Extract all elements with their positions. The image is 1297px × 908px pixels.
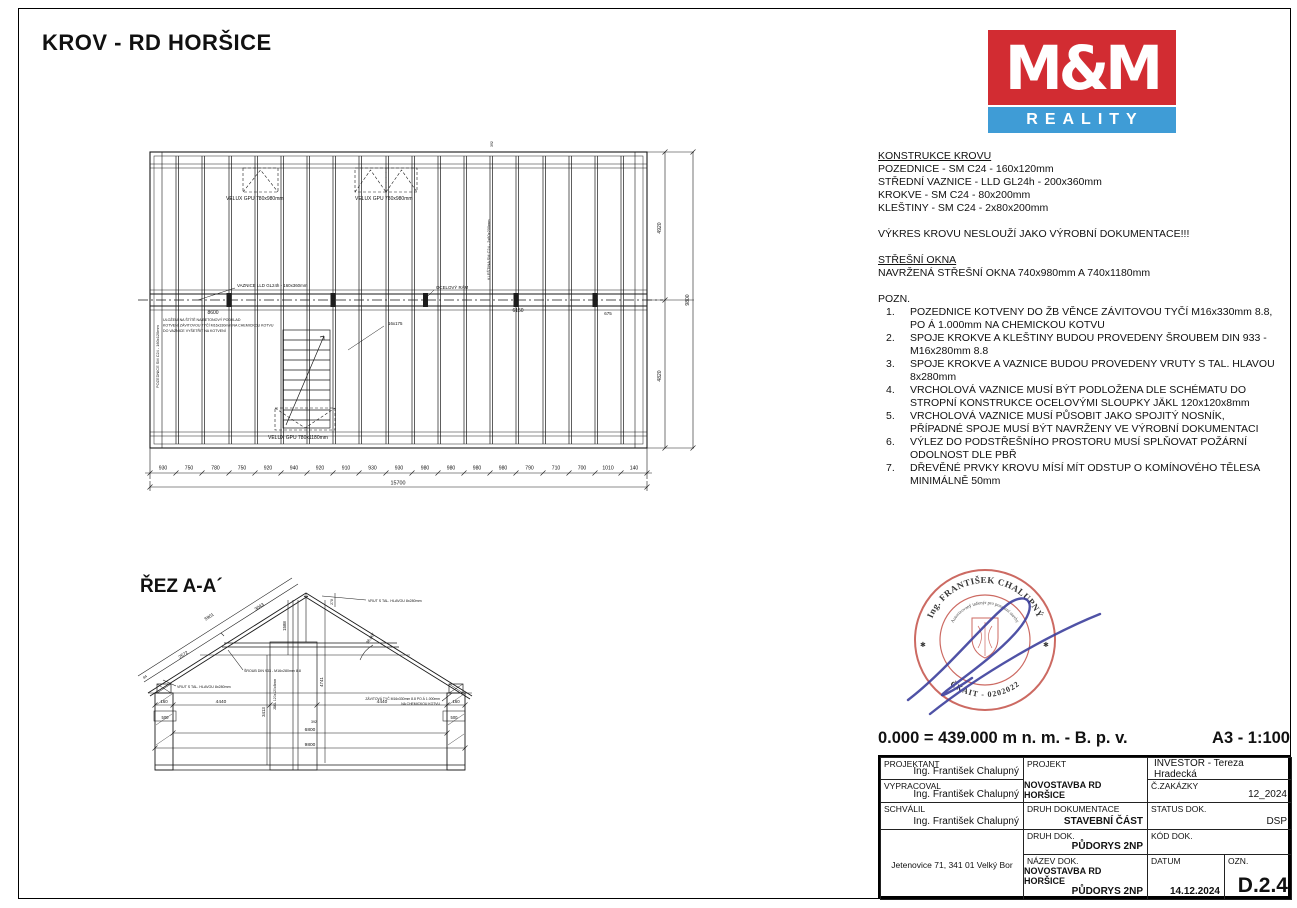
dim-label: 140 (629, 465, 639, 472)
drawing-number: D.2.4 (1237, 874, 1288, 897)
drawing-title: KROV - RD HORŠICE (42, 30, 272, 55)
stamp-bottom-arc: ČKAIT - 0202022 (948, 679, 1022, 700)
authorization-stamp (890, 552, 1120, 730)
dim-label: 790 (525, 465, 534, 472)
dim-label: 4440 (215, 700, 227, 705)
stamp-inner-arc: Autorizovaný inženýr pro pozemní stavby (949, 599, 1021, 624)
pozn-item: DŘEVĚNÉ PRVKY KROVU MÍSÍ MÍT ODSTUP O KOMÍNOVÉHO TĚLESA MINIMÁLNĚ 50mm (910, 462, 1260, 487)
pozn-item: VRCHOLOVÁ VAZNICE MUSÍ BÝT PODLOŽENA DLE SCHÉMATU DO STROPNÍ KONSTRUKCE OCELOVÝMI SLOUPKY JÄKL 120x120x8mm (910, 384, 1250, 409)
pozn-item: SPOJE KROKVE A KLEŠTINY BUDOU PROVEDENY ŠROUBEM DIN 933 - M16x280mm 8.8 (910, 332, 1267, 357)
dim-label: 920 (315, 465, 325, 472)
projekt-cell: PROJEKT NOVOSTAVBA RD HORŠICE (1023, 757, 1148, 803)
projektant-cell: PROJEKTANT Ing. František Chalupný (880, 757, 1024, 780)
svg-text:Ing. FRANTIŠEK CHALUPNÝ (925, 575, 1045, 619)
stamp-star-right: ✱ (1043, 642, 1049, 649)
dim-label: 4440 (376, 700, 388, 705)
druh-dok-cell: DRUH DOK. PŮDORYS 2NP (1023, 829, 1148, 855)
konstrukce-line: KLEŠTINY - SM C24 - 2x80x200mm (878, 202, 1049, 214)
dim-label: 930 (368, 465, 377, 472)
dim-label: 9800 (685, 294, 691, 306)
konstrukce-line: STŘEDNÍ VAZNICE - LLD GL24h - 200x360mm (878, 176, 1102, 188)
dim-label: 780 (211, 465, 220, 472)
pozn-item: VÝLEZ DO PODSTŘEŠNÍHO PROSTORU MUSÍ SPLŇOVAT POŽÁRNÍ ODOLNOST DLE PBŘ (910, 436, 1248, 461)
konstrukce-line: KROKVE - SM C24 - 80x200mm (878, 189, 1031, 201)
pozn-list (878, 306, 1278, 488)
pozn-item: VRCHOLOVÁ VAZNICE MUSÍ PŮSOBIT JAKO SPOJITÝ NOSNÍK, PŘÍPADNÉ SPOJE MUSÍ BÝT NAVRŽENY VE VÝROBNÍ DOKUMENTACI (910, 410, 1259, 435)
section-view (130, 560, 490, 778)
annotation: NA CHEMICKOU KOTVU (401, 702, 440, 706)
annotation: ZÁVITOVÁ TYČ M16x330mm 8.8 PO Á 1.000mm (365, 697, 440, 701)
annotation: ŠROUB DIN 933 - M16x280mm 8.8 (244, 669, 301, 673)
kod-dok-cell: KÓD DOK. (1147, 829, 1292, 855)
vaznice-label: VAZNICE LLD GL24h - 160x360mm (237, 283, 308, 288)
schvalil-cell: SCHVÁLIL Ing. František Chalupný (880, 802, 1024, 830)
logo-mm-text: M&M (1004, 31, 1159, 104)
dim-label: 278 (330, 599, 334, 605)
plan-fine-print: KOTVENÍ ZÁVITOVOU TYČÍ M16x330mm NA CHEMICKOU KOTVU (163, 323, 274, 328)
dim-label: 84 (142, 674, 148, 680)
dim-label: 930 (158, 465, 168, 472)
annotation: JÄKL 120x120x8mm (273, 678, 277, 710)
dim-label: 675 (604, 311, 612, 316)
annotation: VRUT S TAL. HLAVOU 8x280mm (177, 685, 231, 689)
dim-label: 910 (341, 465, 351, 472)
dim-label: 700 (577, 465, 587, 472)
velux-label: VELUX GPU 780x980mm (226, 196, 284, 202)
status-dok-cell: STATUS DOK. DSP (1147, 802, 1292, 830)
nazev-dok-cell: NÁZEV DOK. NOVOSTAVBA RD HORŠICE PŮDORYS 2NP (1023, 854, 1148, 900)
dim-label: 500 (161, 715, 169, 720)
ozn-cell: OZN. D.2.4 (1224, 854, 1292, 900)
dim-label: 750 (237, 465, 247, 472)
dim-label: 2572 (177, 649, 189, 660)
dim-label: 940 (289, 465, 299, 472)
stairs (283, 330, 330, 428)
okna-heading: STŘEŠNÍ OKNA (878, 254, 957, 266)
roof-notes (878, 150, 1278, 488)
dim-label: 5901 (203, 611, 215, 622)
pozn-item: POZEDNICE KOTVENY DO ŽB VĚNCE ZÁVITOVOU TYČÍ M16x330mm 8.8, PO Á 1.000mm NA CHEMICKOU KOTVU (910, 306, 1273, 331)
konstrukce-line: POZEDNICE - SM C24 - 160x120mm (878, 163, 1054, 175)
okna-line: NAVRŽENÁ STŘEŠNÍ OKNA 740x980mm A 740x1180mm (878, 267, 1151, 279)
logo-red-box (988, 30, 1176, 105)
dim-label: 1588 (282, 621, 287, 631)
dim-label: 9800 (304, 743, 316, 748)
signature (908, 598, 1100, 714)
vypracoval-cell: VYPRACOVAL Ing. František Chalupný (880, 779, 1024, 803)
annotation: VRUT S TAL. HLAVOU 8x280mm (368, 599, 422, 603)
dim-label: 3043 (253, 601, 265, 612)
angle-label: 36,00° (364, 631, 376, 645)
company-address-cell: Jetenovice 71, 341 01 Velký Bor (880, 829, 1024, 900)
dim-label: 8600 (207, 310, 219, 316)
warning-line: VÝKRES KROVU NESLOUŽÍ JAKO VÝROBNÍ DOKUMENTACE!!! (878, 228, 1190, 240)
logo-reality-text: REALITY (1026, 111, 1144, 128)
klestina-label: KLEŠTINA SM C24 - 2x80x200mm (486, 219, 491, 280)
dim-label: 4820 (657, 370, 663, 382)
dim-label: 980 (420, 465, 430, 472)
dim-label: 710 (551, 465, 561, 472)
mm-reality-logo (988, 30, 1176, 133)
stamp-name-arc: Ing. FRANTIŠEK CHALUPNÝ (924, 574, 1046, 620)
datum-cell: DATUM 14.12.2024 (1147, 854, 1225, 900)
dim-label: 6800 (304, 728, 316, 733)
floor-plan (118, 130, 738, 510)
title-block (878, 755, 1290, 898)
dim-label: 392 (311, 720, 317, 724)
velux-label: VELUX GPU 780x980mm (355, 196, 413, 202)
druh-dokumentace-cell: DRUH DOKUMENTACE STAVEBNÍ ČÁST (1023, 802, 1148, 830)
elevation-scale-line (878, 729, 1290, 748)
sheet-scale: A3 - 1:100 (1212, 729, 1290, 747)
stamp-star-left: ✱ (920, 642, 926, 649)
dim-label: 500 (450, 715, 458, 720)
dim-label: 980 (446, 465, 456, 472)
dim-label: 4741 (319, 677, 324, 687)
dim-label: 160 (452, 699, 460, 704)
dim-label: 1010 (602, 465, 614, 472)
dim-label: 980 (472, 465, 482, 472)
elevation-datum: 0.000 = 439.000 m n. m. - B. p. v. (878, 729, 1128, 747)
dim-label: 4920 (657, 222, 663, 234)
dim-label: 392 (490, 141, 494, 147)
stair-label: 16x175 (388, 321, 403, 326)
dim-label: 920 (263, 465, 273, 472)
section-title: ŘEZ A-A´ (140, 576, 223, 597)
plan-fine-print: DO VAZNICE VYŠETŘIT NA KOTVENÍ (163, 329, 226, 333)
konstrukce-heading: KONSTRUKCE KROVU (878, 150, 992, 162)
dim-label: 6150 (512, 308, 524, 314)
dim-label: 930 (394, 465, 404, 472)
logo-blue-box (988, 107, 1176, 133)
velux-label: VELUX GPU 780x1180mm (268, 435, 328, 441)
dim-label: 750 (184, 465, 194, 472)
pozn-item: SPOJE KROKVE A VAZNICE BUDOU PROVEDENY VRUTY S TAL. HLAVOU 8x280mm (910, 358, 1275, 383)
dim-label: 160 (160, 699, 168, 704)
dim-label: 3413 (261, 707, 266, 717)
investor-cell: INVESTOR - Tereza Hradecká (1147, 757, 1292, 780)
ocelovy-ram-label: OCELOVÝ RÁM (436, 285, 469, 290)
dim-total-label: 15700 (390, 480, 406, 487)
pozednice-label: POZEDNICE SM C24 - 160x120mm (155, 325, 160, 388)
pozn-heading: POZN. (878, 293, 911, 305)
dim-label: 980 (498, 465, 508, 472)
plan-fine-print: ULOŽENÍ NA ŠTÍTĚ NA BETONOVÝ PODKLAD (163, 318, 241, 322)
zakazky-cell: Č.ZAKÁZKY 12_2024 (1147, 779, 1292, 803)
